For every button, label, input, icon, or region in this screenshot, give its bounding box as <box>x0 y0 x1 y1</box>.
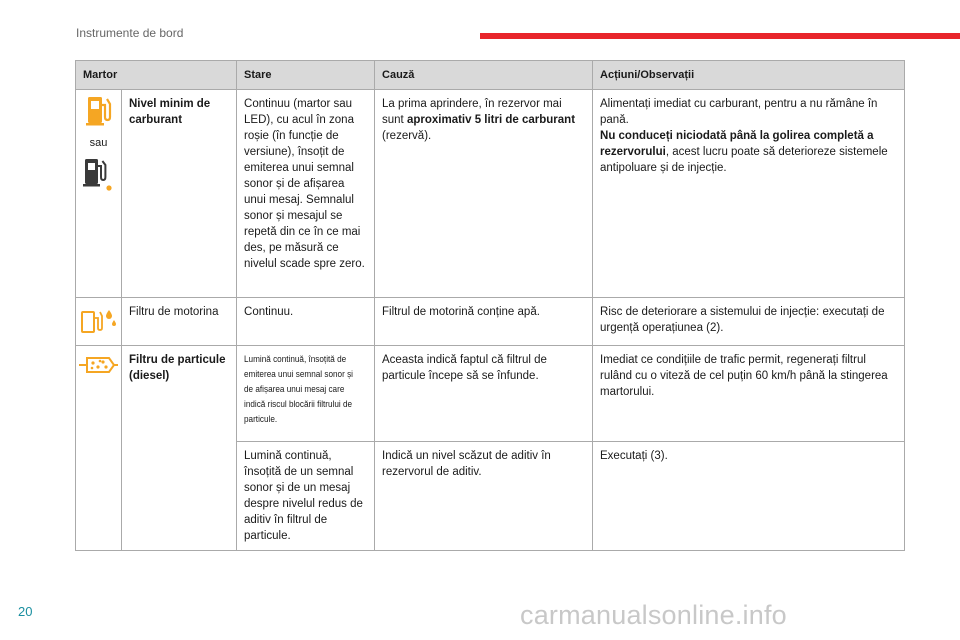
table-row-diesel-filter <box>76 298 905 346</box>
diesel-filter-name: Filtru de motorina <box>122 298 237 346</box>
fuel-action-bold: Nu conduceți niciodată până la golirea completă a rezervorului <box>600 130 874 158</box>
fuel-action-tail: , acest lucru poate să deterioreze sistemele antipoluare și de injecție. <box>600 146 888 174</box>
water-in-diesel-icon <box>76 304 120 338</box>
page-number: 20 <box>18 604 33 619</box>
particle-filter-state-1-text: Lumină continuă, însoțită de emiterea unui semnal sonor și de afișarea unui mesaj care indică riscul blocării filtrului de particule. <box>244 354 354 425</box>
particle-filter-state-1 <box>237 346 375 442</box>
fuel-warning-state: Continuu (martor sau LED), cu acul în zona roșie (în funcție de versiune), însoțit de emiterea unui semnal sonor și de afișarea unui mesaj. Semnalul sonor și mesajul se repetă din ce în ce mai des, pe măsură ce nivelul scade spre zero. <box>237 90 375 298</box>
fuel-icon-or-label: sau <box>89 137 108 149</box>
fuel-cause-bold: aproximativ 5 litri de carburant <box>406 114 576 126</box>
particle-filter-cause-1: Aceasta indică faptul că filtrul de particule începe să se înfunde. <box>375 346 593 442</box>
table-row-particle-filter-1 <box>76 346 905 442</box>
fuel-warning-name: Nivel minim de carburant <box>122 90 237 298</box>
particle-filter-action-2: Executați (3). <box>593 442 905 551</box>
particle-filter-state-2: Lumină continuă, însoțită de un semnal sonor și de un mesaj despre nivelul redus de aditiv în filtrul de particule. <box>237 442 375 551</box>
particle-filter-action-1: Imediat ce condițiile de trafic permit, regenerați filtrul rulând cu o viteză de cel puțin 60 km/h până la stingerea martorului. <box>593 346 905 442</box>
fuel-action-text: Alimentați imediat cu carburant, pentru a nu rămâne în pană. <box>600 98 878 126</box>
header-martor: Martor <box>76 61 237 90</box>
fuel-warning-cause <box>375 90 593 298</box>
fuel-cause-text: La prima aprindere, în rezervor mai sunt <box>382 98 562 126</box>
diesel-filter-action: Risc de deteriorare a sistemului de injecție: executați de urgență operațiunea (2). <box>593 298 905 346</box>
table-row-fuel <box>76 90 905 298</box>
fuel-warning-action <box>593 90 905 298</box>
diesel-filter-state: Continuu. <box>237 298 375 346</box>
fuel-icons-cell <box>76 90 122 298</box>
table-header-row <box>76 61 905 90</box>
particle-filter-icon-cell <box>76 346 122 551</box>
fuel-pump-dark-icon <box>76 155 120 195</box>
header-accent-bar <box>480 33 960 39</box>
diesel-filter-icon-cell <box>76 298 122 346</box>
header-actiuni: Acțiuni/Observații <box>593 61 905 90</box>
diesel-filter-cause: Filtrul de motorină conține apă. <box>375 298 593 346</box>
header-stare: Stare <box>237 61 375 90</box>
fuel-pump-orange-icon <box>76 92 120 130</box>
particle-filter-cause-2: Indică un nivel scăzut de aditiv în rezervorul de aditiv. <box>375 442 593 551</box>
warning-lights-table <box>75 60 905 551</box>
particle-filter-name: Filtru de particule (diesel) <box>122 346 237 551</box>
particle-filter-icon <box>76 352 120 378</box>
chapter-title: Instrumente de bord <box>76 26 184 40</box>
header-cauza: Cauză <box>375 61 593 90</box>
fuel-cause-tail: (rezervă). <box>382 130 432 142</box>
site-watermark: carmanualsonline.info <box>520 600 787 630</box>
